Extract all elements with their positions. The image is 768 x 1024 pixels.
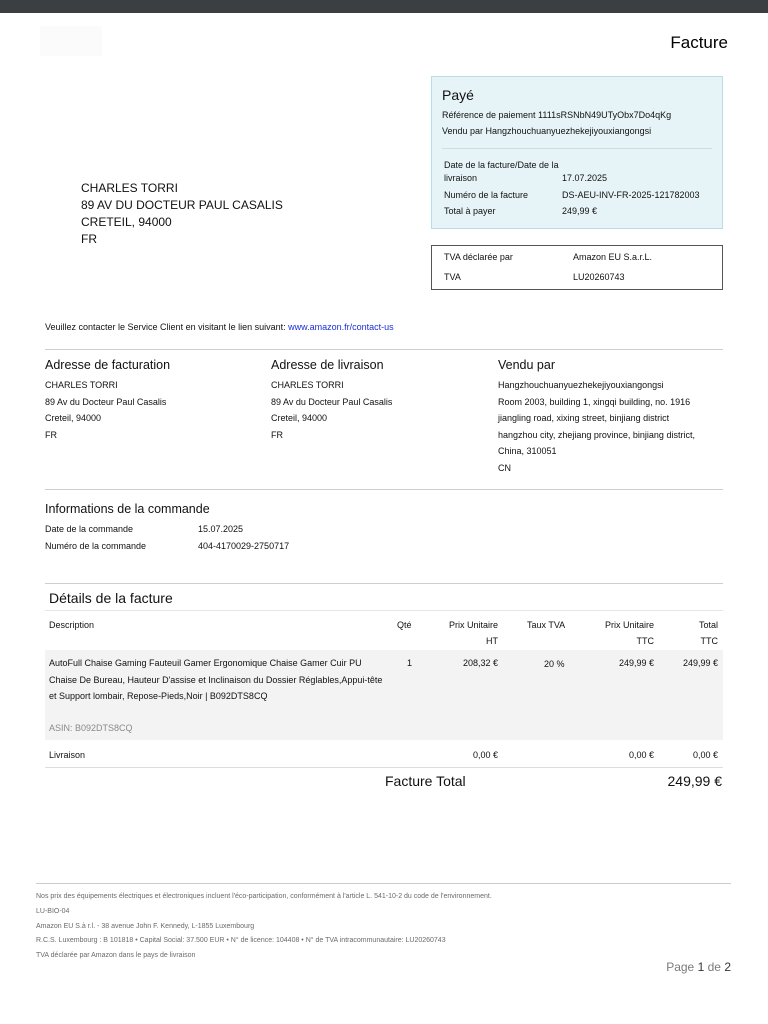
seller-title: Vendu par (498, 358, 555, 372)
recipient-street: 89 AV DU DOCTEUR PAUL CASALIS (81, 198, 283, 212)
item-total: 249,99 € (682, 658, 718, 668)
footer-divider (36, 883, 731, 884)
seller-line: China, 310051 (498, 446, 557, 456)
billing-line: 89 Av du Docteur Paul Casalis (45, 396, 167, 407)
column-header-text: TTC (636, 636, 654, 646)
column-header-unit-price-ht (449, 617, 498, 649)
grand-total-value: 249,99 € (667, 773, 722, 789)
item-asin: ASIN: B092DTS8CQ (49, 723, 133, 733)
order-info-title: Informations de la commande (45, 502, 210, 516)
divider (45, 349, 723, 350)
divider (45, 767, 723, 768)
shipping-line: CHARLES TORRI (271, 380, 344, 390)
shipping-line: Creteil, 94000 (271, 413, 328, 423)
payment-status: Payé (442, 87, 474, 103)
column-header-qty: Qté (397, 620, 412, 630)
billing-address-title: Adresse de facturation (45, 358, 171, 372)
order-date-label: Date de la commande (45, 524, 134, 534)
top-bar (0, 0, 768, 13)
column-header-text: Total (698, 620, 718, 630)
column-header-total (699, 617, 718, 649)
column-header-description: Description (49, 620, 95, 630)
invoice-number-value: DS-AEU-INV-FR-2025-121782003 (562, 190, 700, 200)
contact-link[interactable]: www.amazon.fr/contact-us (288, 322, 394, 332)
recipient-city: CRETEIL, 94000 (81, 215, 172, 229)
column-header-unit-price-ttc (605, 617, 654, 649)
shipping-unit-price-ttc: 0,00 € (628, 750, 654, 760)
shipping-address (271, 358, 491, 443)
item-qty: 1 (407, 658, 413, 668)
invoice-date-value: 17.07.2025 (562, 173, 608, 183)
shipping-line: 89 Av du Docteur Paul Casalis (271, 396, 393, 407)
shipping-total: 0,00 € (692, 750, 718, 760)
seller-line: Room 2003, building 1, xingqi building, no. 1916 (498, 396, 691, 407)
item-vat-rate: 20 % (544, 659, 565, 669)
contact-notice (45, 322, 394, 332)
recipient-address (81, 180, 283, 248)
vat-declared-by-label: TVA déclarée par (444, 252, 513, 262)
page-total: 2 (724, 960, 731, 974)
footer-line: Amazon EU S.à r.l. - 38 avenue John F. Kennedy, L-1855 Luxembourg (36, 923, 255, 930)
column-header-text: Prix Unitaire (604, 620, 654, 630)
total-due-label: Total à payer (444, 206, 496, 216)
recipient-country: FR (81, 232, 97, 246)
invoice-number-label: Numéro de la facture (444, 190, 529, 200)
billing-line: CHARLES TORRI (45, 380, 118, 390)
payment-reference: Référence de paiement 1111sRSNbN49UTyObx7Do4qKg (442, 110, 672, 120)
seller-line: jiangling road, xixing street, binjiang district (498, 413, 670, 423)
invoice-date-label: Date de la facture/Date de la livraison (444, 160, 559, 183)
footer-line: LU-BIO-04 (36, 908, 70, 915)
vat-declared-by-value: Amazon EU S.a.r.L. (573, 252, 653, 262)
contact-text: Veuillez contacter le Service Client en visitant le lien suivant: (45, 322, 286, 332)
billing-line: FR (45, 429, 57, 440)
footer-line: R.C.S. Luxembourg : B 101818 • Capital Social: 37.500 EUR • N° de licence: 104408 • N° de TVA intracommunautaire: LU20260743 (36, 937, 446, 944)
payment-divider (442, 148, 712, 149)
seller-line: CN (498, 462, 511, 473)
seller-line: hangzhou city, zhejiang province, binjiang district, (498, 429, 695, 440)
shipping-row-label: Livraison (49, 750, 86, 760)
shipping-address-title: Adresse de livraison (271, 358, 384, 372)
page-current: 1 (697, 960, 705, 974)
shipping-line: FR (271, 429, 283, 440)
page-indicator (666, 960, 731, 974)
divider (45, 489, 723, 490)
item-unit-price-ttc: 249,99 € (618, 658, 654, 668)
column-header-text: HT (486, 636, 498, 646)
item-unit-price-ht: 208,32 € (462, 658, 498, 668)
billing-line: Creteil, 94000 (45, 413, 102, 423)
recipient-name: CHARLES TORRI (81, 181, 178, 195)
payment-sold-by: Vendu par Hangzhouchuanyuezhekejiyouxiangongsi (442, 126, 652, 136)
divider (45, 583, 723, 584)
column-header-vat-rate: Taux TVA (527, 620, 566, 630)
invoice-details-title: Détails de la facture (49, 590, 173, 606)
vat-number-value: LU20260743 (573, 272, 625, 282)
column-header-text: TTC (700, 636, 718, 646)
total-due-value: 249,99 € (562, 206, 598, 216)
grand-total-label: Facture Total (385, 773, 466, 789)
footer-line: Nos prix des équipements électriques et électroniques incluent l'éco-participation, conformément à l'article L. 541-10-2 du code de l'environnement. (36, 893, 492, 900)
footer-line: TVA déclarée par Amazon dans le pays de livraison (36, 952, 196, 959)
page-of: de (707, 960, 721, 974)
shipping-unit-price-ht: 0,00 € (472, 750, 498, 760)
column-header-text: Prix Unitaire (448, 620, 498, 630)
vat-info-box (431, 245, 723, 290)
order-number-label: Numéro de la commande (45, 541, 147, 551)
payment-summary-box (431, 76, 723, 229)
item-description: AutoFull Chaise Gaming Fauteuil Gamer Ergonomique Chaise Gamer Cuir PU Chaise De Bureau, Hauteur D'assise et Inclinaison du Dossier Réglables,Appui-tête et Support lombair, Repose-Pieds,Noir | B092DTS8CQ (49, 658, 383, 701)
seller-line: Hangzhouchuanyuezhekejiyouxiangongsi (498, 380, 664, 390)
order-number-value: 404-4170029-2750717 (198, 541, 290, 551)
divider (45, 610, 723, 611)
page-label: Page (666, 960, 695, 974)
document-title: Facture (670, 33, 728, 52)
order-date-value: 15.07.2025 (198, 524, 244, 534)
logo-placeholder (40, 26, 102, 56)
billing-address (45, 358, 265, 443)
seller-address (498, 358, 723, 476)
vat-number-label: TVA (444, 272, 461, 282)
